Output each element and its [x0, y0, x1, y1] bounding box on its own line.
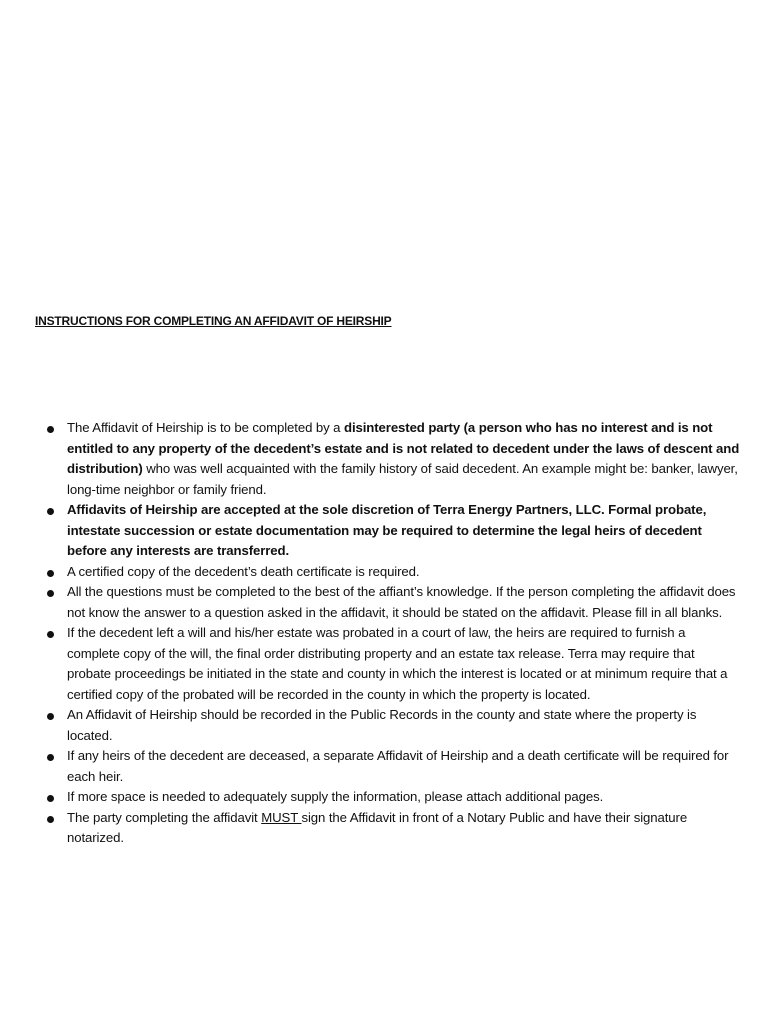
item-text: If any heirs of the decedent are deceased, a separate Affidavit of Heirship and a death certificate will be required for each heir. [67, 748, 729, 784]
list-item-deceased-heirs [40, 746, 740, 787]
bullet-icon [47, 590, 54, 597]
bullet-icon [47, 754, 54, 761]
list-item-notary [40, 808, 740, 849]
item-text: Affidavits of Heirship are accepted at the sole discretion of Terra Energy Partners, LLC. Formal probate, intestate succession or estate documentation may be required to determine the legal heirs of decedent before any interests are transferred. [67, 502, 707, 558]
list-item-will-probate [40, 623, 740, 705]
bullet-icon [47, 426, 54, 433]
item-text-post: sign the Affidavit in front of a Notary Public and have their signature notarized. [67, 809, 688, 845]
item-text-pre: The party completing the affidavit [67, 809, 262, 825]
bullet-icon [47, 795, 54, 802]
bullet-icon [47, 631, 54, 638]
item-text-post: who was well acquainted with the family history of said decedent. An example might be: banker, lawyer, long-time neighbor or family friend. [67, 461, 738, 497]
item-text: If the decedent left a will and his/her estate was probated in a court of law, the heirs are required to furnish a complete copy of the will, the final order distributing property and an estate tax release. Terra may require that probate proceedings be initiated in the state and county in which the interest is located or at minimum require that a certified copy of the probated will be recorded in the county in which the property is located. [67, 625, 728, 702]
list-item-death-certificate [40, 562, 740, 583]
list-item-disinterested-party [40, 418, 740, 500]
list-item-questions [40, 582, 740, 623]
bullet-icon [47, 570, 54, 577]
bullet-icon [47, 713, 54, 720]
item-text: A certified copy of the decedent’s death certificate is required. [67, 563, 420, 579]
bullet-icon [47, 508, 54, 515]
item-text-underline: MUST [261, 809, 302, 825]
list-item-sole-discretion [40, 500, 740, 562]
item-text: If more space is needed to adequately supply the information, please attach additional pages. [67, 789, 604, 804]
item-text-bold: disinterested party (a person who has no interest and is not entitled to any property of the decedent’s estate and is not related to decedent under the laws of descent and distribution) [67, 420, 740, 476]
item-text: An Affidavit of Heirship should be recorded in the Public Records in the county and state where the property is located. [67, 707, 697, 743]
item-text: All the questions must be completed to the best of the affiant’s knowledge. If the person completing the affidavit does not know the answer to a question asked in the affidavit, it should be stated on the affidavit. Please fill in all blanks. [67, 584, 736, 620]
item-text-pre: The Affidavit of Heirship is to be completed by a [67, 420, 344, 435]
list-item-additional-pages [40, 787, 740, 808]
bullet-icon [47, 816, 54, 823]
list-item-public-records [40, 705, 740, 746]
page-title: INSTRUCTIONS FOR COMPLETING AN AFFIDAVIT OF HEIRSHIP [35, 314, 392, 328]
instructions-list [40, 418, 740, 849]
